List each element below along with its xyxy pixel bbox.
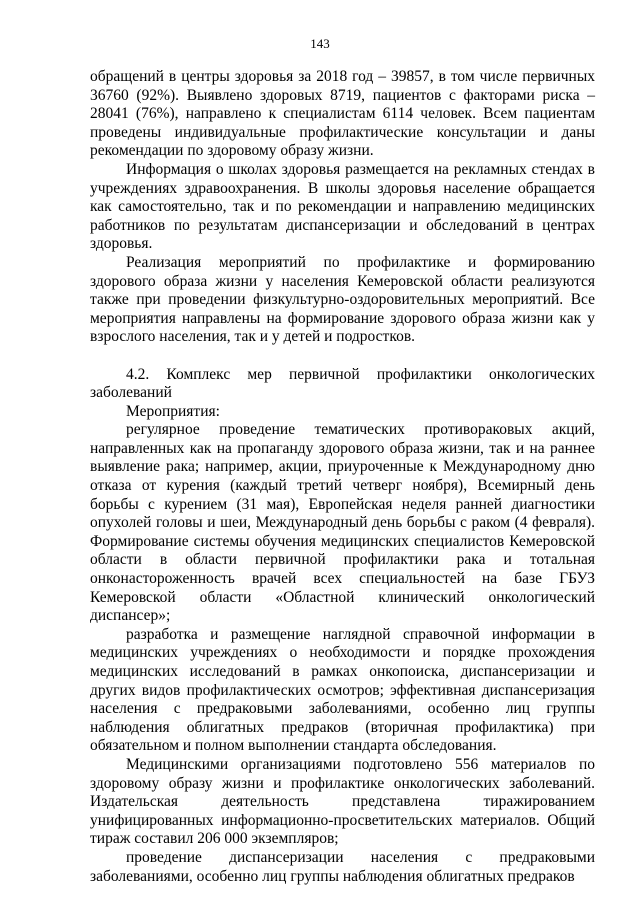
- paragraph-healthy-lifestyle: Реализация мероприятий по профилактике и формированию здорового образа жизни у населения Кемеровской области реализуются также при проведении физкультурно-оздоровительных мероприятий. Все мероприятия направлены на формирование здорового образа жизни как у взрослого населения, так и у детей и подростков.: [90, 253, 595, 346]
- paragraph-anticancer-actions: регулярное проведение тематических противораковых акций, направленных как на пропаганду здорового образа жизни, так и на раннее выявление рака; например, акции, приуроченные к Международному дню отказа от курения (каждый третий четверг ноября), Всемирный день борьбы с курением (31 мая), Европейская неделя ранней диагностики опухолей головы и шеи, Международный день борьбы с раком (4 февраля). Формирование системы обучения медицинских специалистов Кемеровской области в области первичной профилактики рака и тотальная онконастороженность врачей всех специальностей на базе ГБУЗ Кемеровской области «Областной клинический онкологический диспансер»;: [90, 421, 595, 625]
- paragraph-measures-label: Мероприятия:: [126, 402, 220, 420]
- paragraph-dispensary-observation: проведение диспансеризации населения с предраковыми заболеваниями, особенно лиц группы наблюдения облигатных предраков: [90, 848, 595, 885]
- document-body: [90, 68, 595, 886]
- paragraph-centers-of-health: обращений в центры здоровья за 2018 год – 39857, в том числе первичных 36760 (92%). Выявлено здоровых 8719, пациентов с факторами риска – 28041 (76%), направлено к специалистам 6114 человек. Всем пациентам проведены индивидуальные профилактические консультации и даны рекомендации по здоровому образу жизни.: [90, 68, 595, 160]
- paragraph-reference-information: разработка и размещение наглядной справочной информации в медицинских учреждениях о необходимости и порядке прохождения медицинских исследований в рамках онкопоиска, диспансеризации и других видов профилактических осмотров; эффективная диспансеризация населения с предраковыми заболеваниями, особенно лиц группы наблюдения облигатных предраков (вторичная профилактика) при обязательном и полном выполнении стандарта обследования.: [90, 625, 595, 755]
- paragraph-schools-of-health: Информация о школах здоровья размещается на рекламных стендах в учреждениях здравоохранения. В школы здоровья население обращается как самостоятельно, так и по рекомендации и направлению медицинских работников по результатам диспансеризации и обследований в центрах здоровья.: [90, 160, 595, 253]
- paragraph-materials-prepared: Медицинскими организациями подготовлено 556 материалов по здоровому образу жизни и профилактике онкологических заболеваний. Издательская деятельность представлена тиражированием унифицированных информационно-просветительских материалов. Общий тираж составил 206 000 экземпляров;: [90, 755, 595, 848]
- page-number: 143: [310, 36, 330, 51]
- section-heading-4-2: 4.2. Комплекс мер первичной профилактики онкологических заболеваний: [90, 365, 595, 402]
